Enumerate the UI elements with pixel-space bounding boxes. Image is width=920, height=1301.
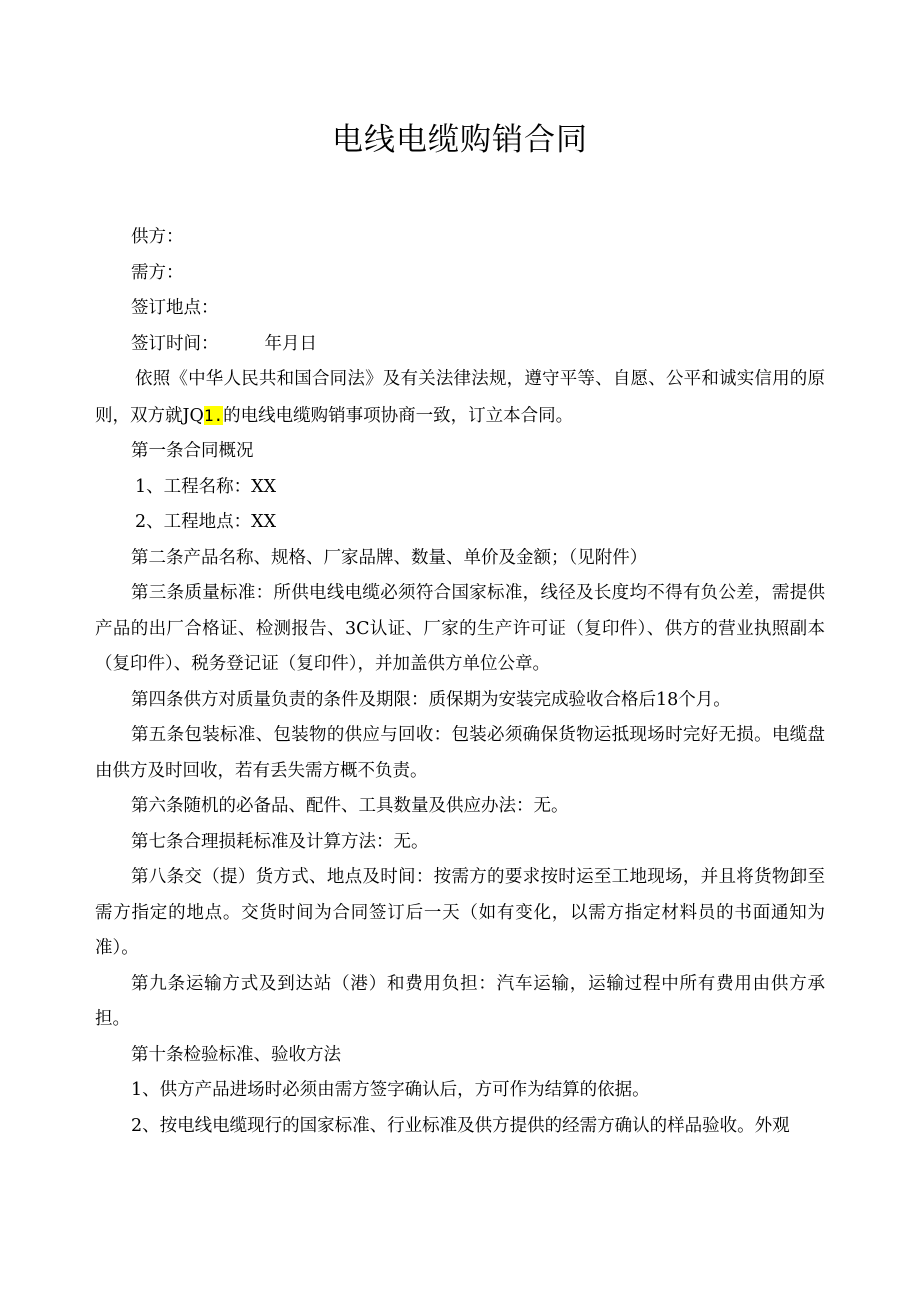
intro-paragraph — [95, 362, 825, 434]
article-2: 第二条产品名称、规格、厂家品牌、数量、单价及金额；（见附件） — [131, 547, 648, 568]
intro-text-before: 依照《中华人民共和国合同法》及有关法律法规，遵守平等、自愿、公平和诚实信用的原则，双方就JQ — [95, 369, 825, 426]
signing-time-value: 年月日 — [264, 333, 317, 354]
article-8: 第八条交（提）货方式、地点及时间：按需方的要求按时运至工地现场，并且将货物卸至需方指定的地点。交货时间为合同签订后一天（如有变化，以需方指定材料员的书面通知为准）。 — [95, 867, 825, 958]
signing-place-field: 签订地点： — [131, 298, 219, 318]
article-4: 第四条供方对质量负责的条件及期限：质保期为安装完成验收合格后18个月。 — [131, 689, 731, 710]
document-title: 电线电缆购销合同 — [332, 122, 588, 158]
contract-body — [95, 220, 825, 1144]
article-10-heading: 第十条检验标准、验收方法 — [131, 1044, 341, 1065]
article-1-heading: 第一条合同概况 — [131, 441, 254, 461]
signing-time-field — [95, 327, 825, 363]
inspection-item-2: 2、按电线电缆现行的国家标准、行业标准及供方提供的经需方确认的样品验收。外观 — [131, 1115, 790, 1136]
signing-time-label: 签订时间： — [131, 333, 219, 354]
article-5: 第五条包装标准、包装物的供应与回收：包装必须确保货物运抵现场时完好无损。电缆盘由供方及时回收，若有丢失需方概不负责。 — [95, 725, 825, 781]
inspection-item-1: 1、供方产品进场时必须由需方签字确认后，方可作为结算的依据。 — [131, 1080, 650, 1100]
intro-text-after: 的电线电缆购销事项协商一致，订立本合同。 — [223, 405, 574, 426]
article-3: 第三条质量标准：所供电线电缆必须符合国家标准，线径及长度均不得有负公差，需提供产品的出厂合格证、检测报告、3C认证、厂家的生产许可证（复印件）、供方的营业执照副本（复印件）、税务登记证（复印件），并加盖供方单位公章。 — [95, 583, 825, 674]
article-7: 第七条合理损耗标准及计算方法：无。 — [131, 831, 429, 852]
project-location-item: 2、工程地点：XX — [135, 512, 277, 532]
buyer-field: 需方： — [131, 262, 184, 283]
article-6: 第六条随机的必备品、配件、工具数量及供应办法：无。 — [131, 796, 569, 816]
highlighted-marker: 1. — [203, 405, 224, 425]
supplier-field: 供方： — [131, 227, 184, 247]
project-name-item: 1、工程名称：XX — [135, 476, 277, 497]
article-9: 第九条运输方式及到达站（港）和费用负担：汽车运输，运输过程中所有费用由供方承担。 — [95, 973, 825, 1029]
